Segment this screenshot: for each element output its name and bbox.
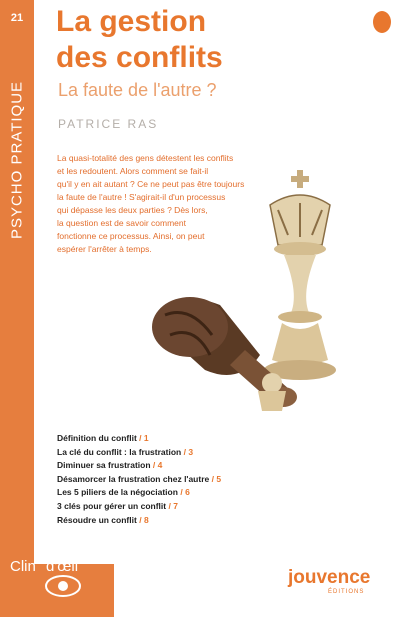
- author-name: PATRICE RAS: [58, 117, 159, 131]
- publisher-name: jouvence: [288, 567, 371, 588]
- summary-line: la question est de savoir comment: [57, 218, 186, 228]
- toc-item: Définition du conflit / 1: [57, 433, 149, 443]
- toc-item: Diminuer sa frustration / 4: [57, 460, 163, 471]
- summary-line: fonctionne ce processus. Ainsi, on peut: [57, 231, 205, 241]
- spine: [0, 0, 34, 617]
- publisher-subtitle: ÉDITIONS: [328, 589, 365, 595]
- publisher-logo: [288, 567, 371, 595]
- light-king: [264, 170, 336, 380]
- book-subtitle: La faute de l'autre ?: [58, 80, 217, 100]
- collection-logo-text-1: Clin: [10, 558, 36, 575]
- toc-item: Désamorcer la frustration chez l'autre / 5: [57, 473, 222, 484]
- title-line-1: La gestion: [56, 5, 207, 38]
- summary-line: La quasi-totalité des gens détestent les conflits: [57, 153, 234, 163]
- summary-line: qu'il y en ait autant ? Ce ne peut pas être toujours: [57, 179, 245, 189]
- toc-item: La clé du conflit : la frustration / 3: [57, 446, 194, 457]
- toc-item: Résoudre un conflit / 8: [57, 514, 149, 525]
- table-of-contents: [57, 432, 221, 527]
- book-title: [56, 4, 223, 76]
- summary-line: qui dépasse les deux parties ? Dès lors,: [57, 205, 208, 215]
- toc-item: Les 5 piliers de la négociation / 6: [57, 487, 190, 498]
- summary-line: et les redoutent. Alors comment se fait-il: [57, 166, 209, 176]
- collection-label: PSYCHO PRATIQUE: [8, 80, 26, 240]
- publisher-dot-icon: [373, 11, 391, 33]
- title-line-2: des conflits: [56, 41, 223, 74]
- toc-item: 3 clés pour gérer un conflit / 7: [57, 500, 178, 511]
- collection-number: 21: [10, 12, 24, 24]
- summary-line: la faute de l'autre ! S'agirait-il d'un processus: [57, 192, 226, 202]
- eye-icon: [44, 574, 82, 598]
- summary-line: espérer l'arrêter à temps.: [57, 244, 152, 254]
- collection-logo-text-2: d'œil: [46, 558, 79, 575]
- chess-pieces-icon: [150, 165, 360, 425]
- collection-logo: [2, 546, 114, 602]
